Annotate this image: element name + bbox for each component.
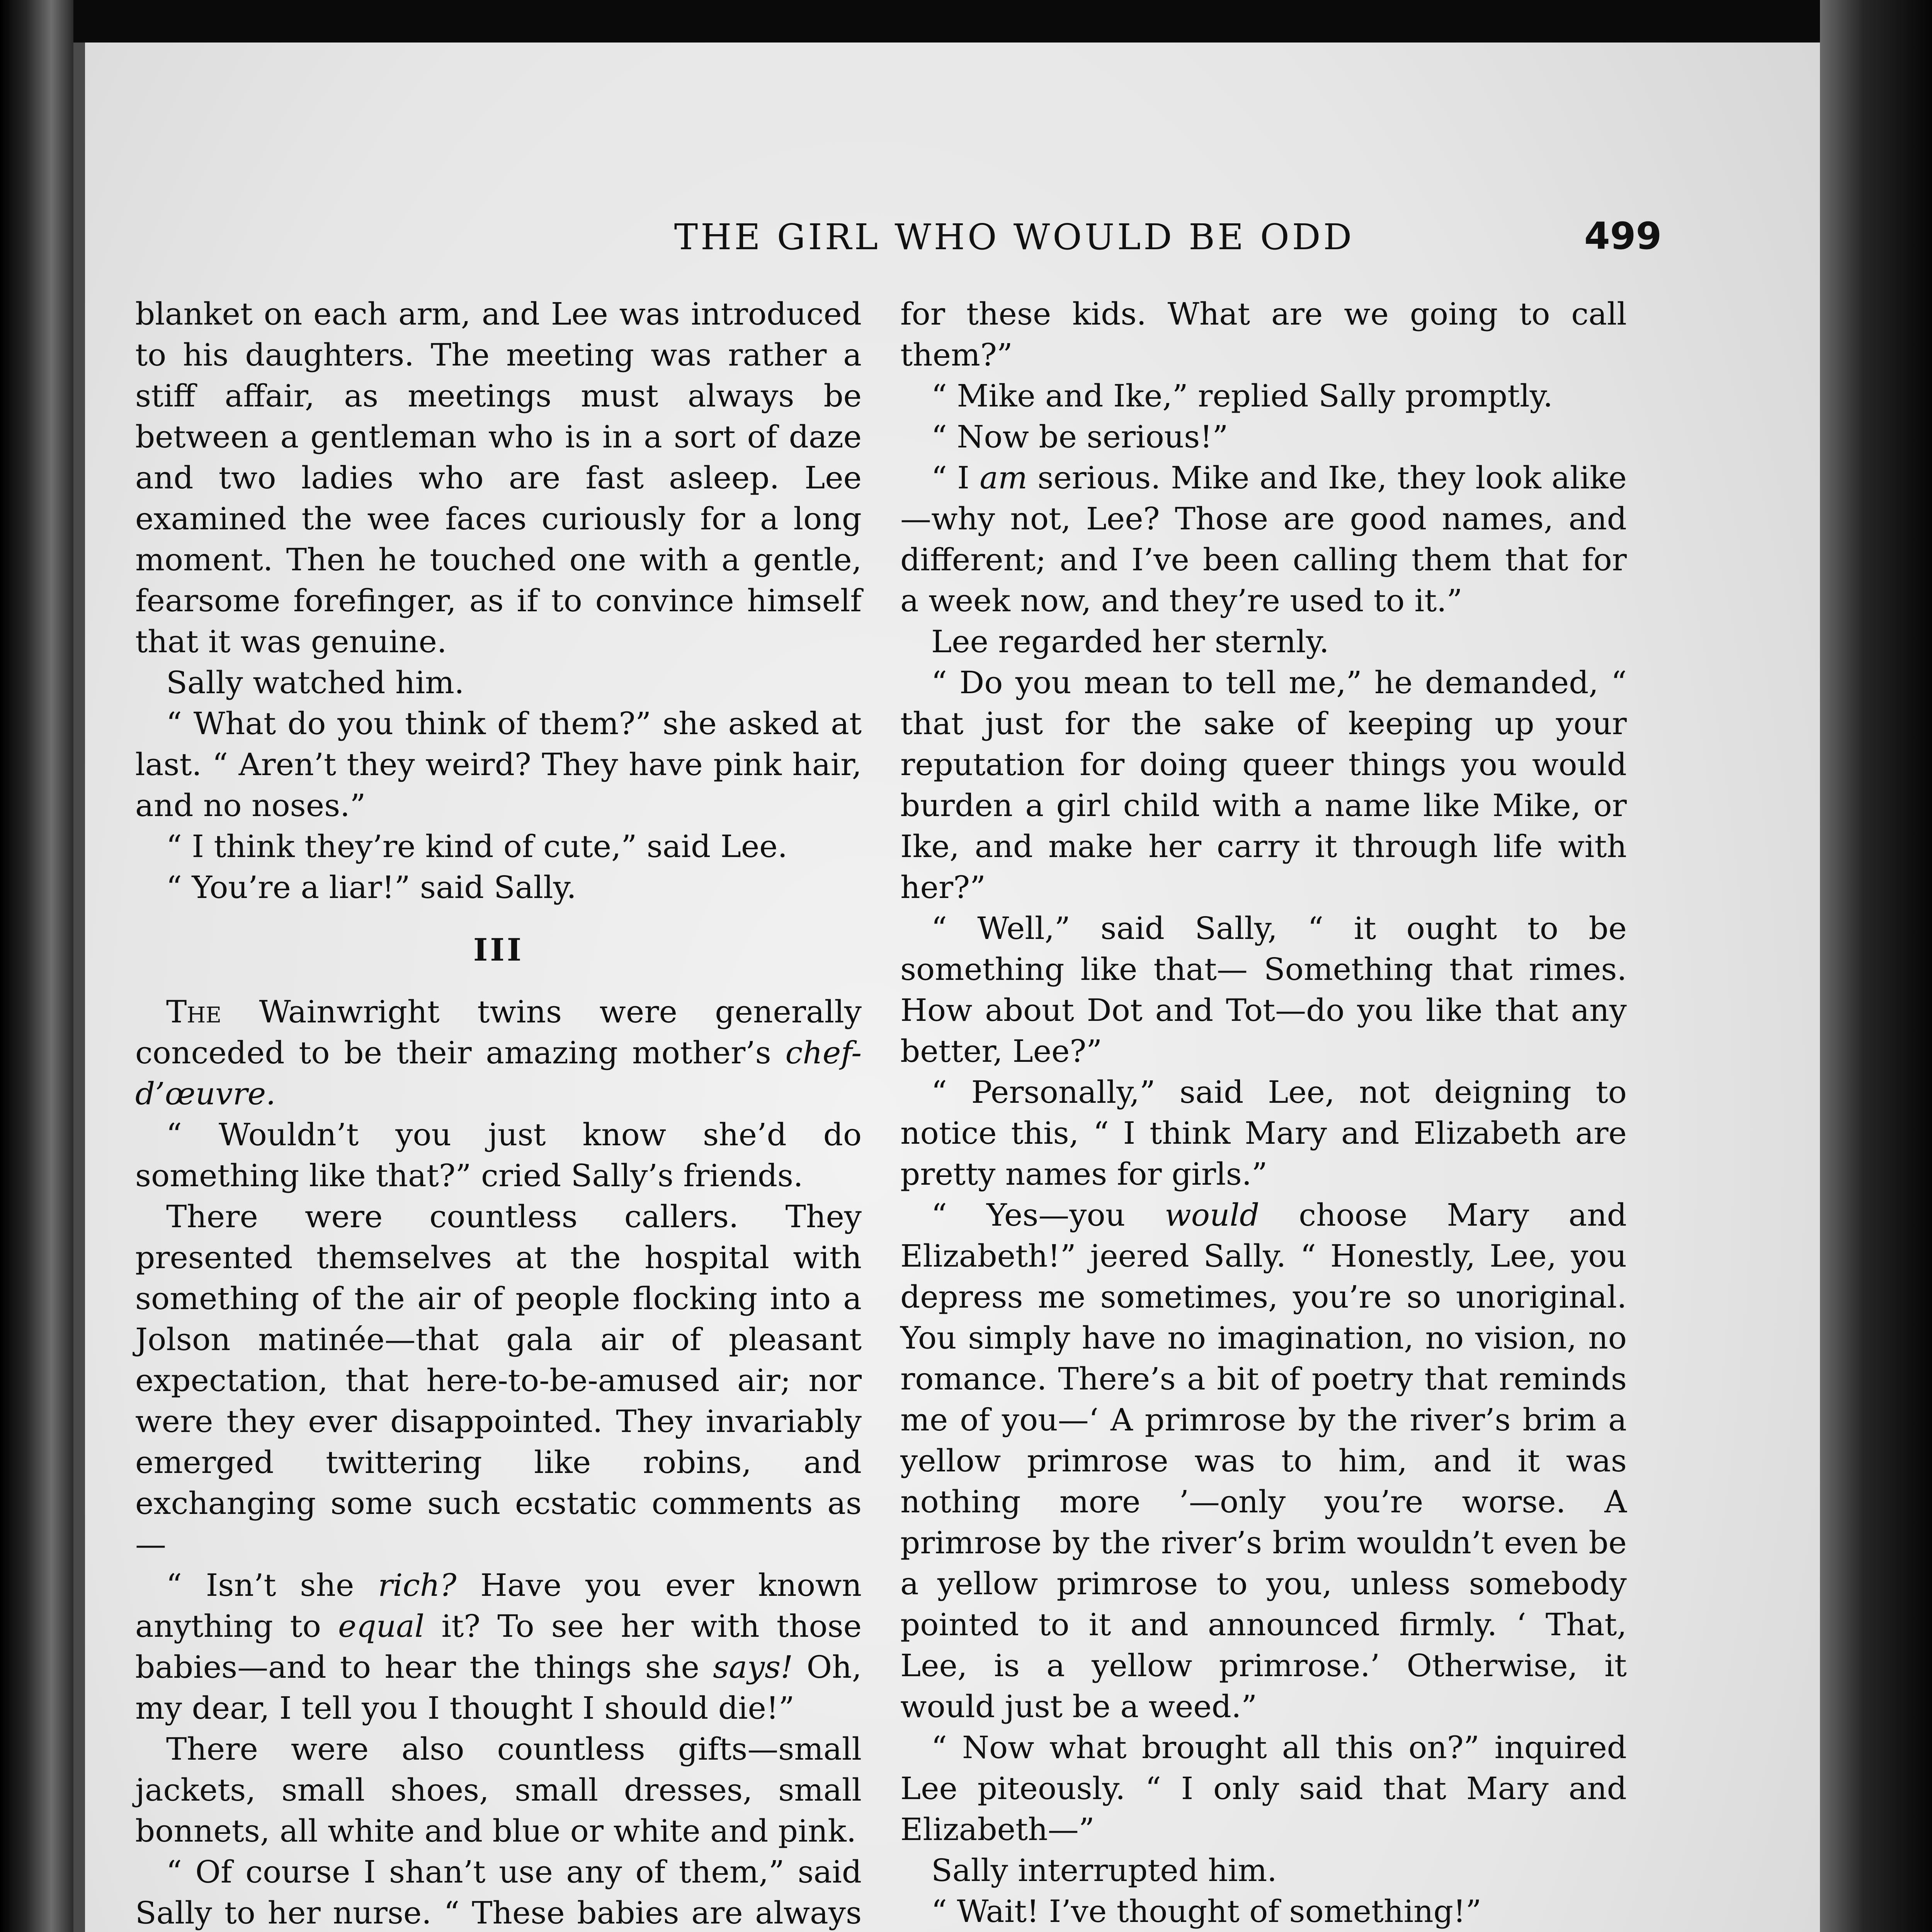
paragraph: “ Personally,” said Lee, not deigning to notice this, “ I think Mary and Elizabeth are pretty names for girls.” bbox=[900, 1074, 1627, 1192]
paragraph: “ Do you mean to tell me,” he demanded, “ that just for the sake of keeping up your reputation for doing queer things you would burden a girl child with a name like Mike, or Ike, and make her carry it through life with her?” bbox=[900, 665, 1627, 905]
section-heading: III bbox=[473, 932, 524, 968]
paragraph: “ Of course I shan’t use any of them,” said Sally to her nurse. “ These babies are always bbox=[135, 1854, 862, 1931]
paragraph: “ What do you think of them?” she asked at last. “ Aren’t they weird? They have pink hair, and no noses.” bbox=[135, 706, 862, 823]
paragraph: “ You’re a liar!” said Sally. bbox=[166, 869, 577, 905]
paragraph: blanket on each arm, and Lee was introduced to his daughters. The meeting was rather a stiff affair, as meetings must always be between a gentleman who is in a sort of daze and two ladies who are fast asleep. Lee examined the wee faces curiously for a long moment. Then he touched one with a gentle, fearsome forefinger, as if to convince himself that it was genuine. bbox=[135, 296, 862, 660]
text-run: “ I bbox=[931, 460, 980, 496]
left-page-edge bbox=[0, 0, 73, 1932]
text-run: “ Yes—you bbox=[931, 1197, 1165, 1233]
italic-run: am bbox=[980, 460, 1027, 496]
paragraph bbox=[135, 992, 862, 1114]
left-column bbox=[135, 294, 862, 1932]
paragraph bbox=[900, 457, 1627, 621]
paragraph: “ Wait! I’ve thought of something!” bbox=[931, 1893, 1481, 1929]
paragraph: Sally interrupted him. bbox=[931, 1852, 1277, 1888]
text-run: it? To see her with those babies—and to hear the things she bbox=[135, 1608, 862, 1685]
paragraph: “ Now be serious!” bbox=[931, 419, 1228, 455]
text-run: serious. Mike and Ike, they look alike—why not, Lee? Those are good names, and different; and I’ve been calling them that for a week now, and they’re used to it.” bbox=[900, 460, 1627, 619]
paragraph: “ Now what brought all this on?” inquired Lee piteously. “ I only said that Mary and Elizabeth—” bbox=[900, 1730, 1627, 1847]
paragraph: “ Mike and Ike,” replied Sally promptly. bbox=[931, 378, 1553, 414]
paragraph: Sally watched him. bbox=[166, 665, 464, 701]
italic-run: rich? bbox=[378, 1567, 457, 1603]
paragraph: “ Well,” said Sally, “ it ought to be something like that— Something that rimes. How about Dot and Tot—do you like that any better, Lee?” bbox=[900, 910, 1627, 1069]
paragraph bbox=[900, 1195, 1627, 1727]
paragraph: There were countless callers. They presented themselves at the hospital with something of the air of people flocking into a Jolson matinée—that gala air of pleasant expectation, that here-to-be-amused air; nor were they ever disappointed. They invariably emerged twittering like robins, and exchanging some such ecstatic comments as— bbox=[135, 1199, 862, 1562]
page-number: 499 bbox=[1584, 214, 1662, 258]
right-column bbox=[900, 294, 1627, 1932]
right-page-edge bbox=[1820, 0, 1932, 1932]
paragraph: for these kids. What are we going to call them?” bbox=[900, 296, 1627, 373]
paragraph: “ I think they’re kind of cute,” said Lee. bbox=[166, 828, 787, 864]
italic-run: says! bbox=[713, 1649, 793, 1685]
text-run: “ Isn’t she bbox=[166, 1567, 378, 1603]
lead-word: The bbox=[166, 994, 222, 1030]
paragraph: There were also countless gifts—small jackets, small shoes, small dresses, small bonnets, all white and blue or white and pink. bbox=[135, 1731, 862, 1849]
text-run: Have you ever known anything to bbox=[135, 1567, 862, 1644]
paragraph: Lee regarded her sternly. bbox=[931, 624, 1329, 660]
italic-run: chef-d’œuvre. bbox=[135, 1035, 862, 1112]
text-run: Wainwright twins were generally conceded to be their amazing mother’s bbox=[135, 994, 862, 1071]
paragraph: “ Wouldn’t you just know she’d do something like that?” cried Sally’s friends. bbox=[135, 1117, 862, 1194]
italic-run: would bbox=[1165, 1197, 1260, 1233]
italic-run: equal bbox=[338, 1608, 425, 1644]
text-run: choose Mary and Elizabeth!” jeered Sally. “ Honestly, Lee, you depress me sometimes, you’re so unoriginal. You simply have no imagination, no vision, no romance. There’s a bit of poetry that reminds me of you—‘ A primrose by the river’s brim a yellow primrose was to him, and it was nothing more ’—only you’re worse. A primrose by the river’s brim wouldn’t even be a yellow primrose to you, unless somebody pointed to it and announced firmly. ‘ That, Lee, is a yellow primrose.’ Otherwise, it would just be a weed.” bbox=[900, 1197, 1627, 1725]
running-title: THE GIRL WHO WOULD BE ODD bbox=[674, 216, 1355, 258]
paragraph bbox=[135, 1565, 862, 1729]
text-run: Oh, my dear, I tell you I thought I should die!” bbox=[135, 1649, 862, 1726]
